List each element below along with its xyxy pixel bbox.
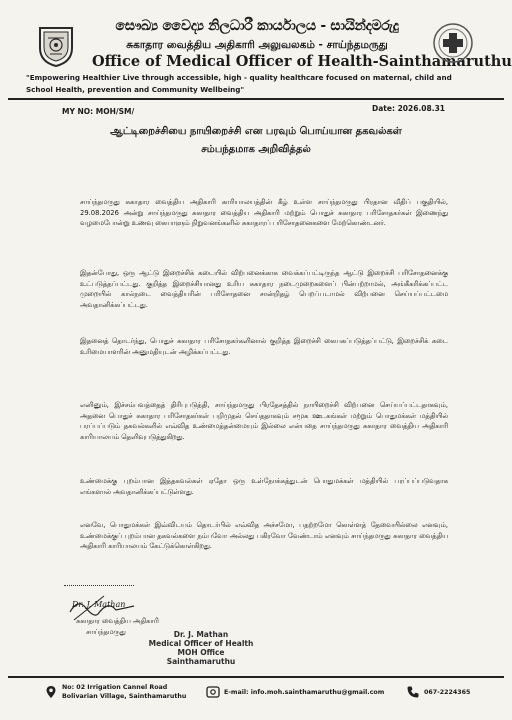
subject-line-2: சம்பந்தமாக அறிவித்தல் [201, 144, 311, 155]
signatory-place: சாய்ந்தமருது [86, 628, 126, 636]
location-icon [44, 685, 58, 699]
email-icon [206, 685, 220, 699]
motto-line-2: School Health, prevention and Community Wellbeing" [26, 85, 245, 94]
body-paragraph-2: இதன்போது, ஒரு ஆட்டு இறைச்சிக் கடையில் விற்பனைக்காக வைக்கப்பட்டிருந்த ஆட்டு இறைச்சி பரிசோதனைக்கு உட்படுத்தப்பட்டது. குறித்த இறைச்சியானது உரிய சுகாதார நடைமுறைகளைப் பின்பற்றாமல், அங்கீகரிக்கப்பட்ட முறையில் கால்நடை வைத்தியரின் பரிசோதனை சான்றிதழ் பெறப்படாமல் விற்பனை செய்யப்பட்டமை அவதானிக்கப்பட்டது. [80, 269, 448, 309]
government-emblem-icon [36, 24, 76, 68]
motto-line-1: "Empowering Healthier Live through accessible, high - quality healthcare focused on maternal, child and [26, 73, 452, 82]
address-line-1: No: 02 Irrigation Cannel Road [62, 684, 168, 691]
signatory-name: Dr. J. Mathan [72, 600, 126, 609]
body-paragraph-4: எனினும், இச்சம்பவத்தைத் திரிபுபடுத்தி, சாய்ந்தமருது பிரதேசத்தில் நாயிறைச்சி விற்பனை செய்யப்பட்டதாகவும், அதனை பொதுச் சுகாதார பரிசோதகர்கள் பறிமுதல் செய்ததாகவும் சமூக ஊடகங்கள் மற்றும் பொதுமக்கள் மத்தியில் பரப்பப்படும் தகவல்களில் எவ்வித உண்மைத்தன்மையும் இல்லை என்பதை சாய்ந்தமருது சுகாதார வைத்திய அதிகாரி காரியாலயம் தெளிவுபடுத்துகிறது. [80, 401, 448, 441]
letterhead [0, 0, 512, 96]
signatory-designation: சுகாதார வைத்திய அதிகாரி [76, 617, 159, 625]
office-address [62, 683, 186, 701]
stamp-place: Sainthamaruthu [166, 657, 236, 666]
body-paragraph-5: உண்மைக்கு புறம்பான இத்தகவல்கள் ஏதோ ஒரு உள்நோக்கத்துடன் பொதுமக்கள் மத்தியில் பரப்பப்படுவதாக எங்களால் அவதானிக்கப்பட்டுள்ளது. [80, 477, 448, 496]
body-paragraph-3: இதனைத் தொடர்ந்து, பொதுச் சுகாதார பரிசோதகர்களினால் குறித்த இறைச்சி கையகப்படுத்தப்பட்டு, இறைச்சிக் கடை உரிமையாளரின் அனுமதியுடன் அழிக்கப்பட்டது. [80, 337, 448, 356]
body-paragraph-1: சாய்ந்தமருது சுகாதார வைத்திய அதிகாரி காரியாலயத்தின் கீழ் உள்ள சாய்ந்தமருது பிரதான வீதிப் பகுதியில், 29.08.2026 அன்று சாய்ந்தமருது சுகாதார வைத்திய அதிகாரி மற்றும் பொதுச் சுகாதார பரிசோதகர்கள் இணைந்து வழமைபோன்று உணவு கையாளும் நிறுவனங்களில் சுகாதாரப் பரிசோதனைகளை மேற்கொண்டனர். [80, 198, 448, 227]
body-paragraph-6: எனவே, பொதுமக்கள் இவ்விடயம் தொடர்பில் எவ்வித அச்சமோ, பதற்றமோ கொள்ளத் தேவையில்லை எனவும், உண்மைக்குப் புறம்பான தகவல்களை நம்பவோ அல்லது பகிரவோ வேண்டாம் எனவும் சாய்ந்தமருது சுகாதார வைத்திய அதிகாரி காரியாலயம் கேட்டுக்கொள்கிறது. [80, 521, 448, 550]
stamp-office: MOH Office [177, 648, 225, 657]
office-email[interactable]: E-mail: info.moh.sainthamaruthu@gmail.com [224, 689, 385, 696]
phone-icon [406, 685, 420, 699]
official-stamp [126, 630, 276, 666]
office-title-tamil: சுகாதார வைத்திய அதிகாரி அலுவலகம் - சாய்ந்தமருது [126, 39, 388, 51]
signature-dotted-line [64, 585, 134, 586]
reference-number: MY NO: MOH/SM/ [62, 107, 135, 116]
header-divider [8, 98, 504, 100]
office-motto [26, 72, 486, 96]
subject-line-1: ஆட்டிறைச்சியை நாயிறைச்சி என பரவும் பொய்யான தகவல்கள் [110, 126, 402, 137]
health-logo-icon [432, 22, 474, 64]
stamp-name: Dr. J. Mathan [173, 630, 229, 639]
stamp-title: Medical Officer of Health [148, 639, 254, 648]
address-line-2: Bolivarian Village, Sainthamaruthu [62, 693, 187, 700]
office-title-sinhala: සෞඛ්‍ය වෛද්‍ය නිලධාරී කාර්යාලය - සායින්දමරුදු [115, 18, 399, 34]
footer-divider [8, 676, 504, 678]
letter-date: Date: 2026.08.31 [372, 104, 446, 113]
office-phone[interactable]: 067-2224365 [424, 689, 471, 696]
office-title-english: Office of Medical Officer of Health-Sainthamaruthu [92, 53, 512, 70]
